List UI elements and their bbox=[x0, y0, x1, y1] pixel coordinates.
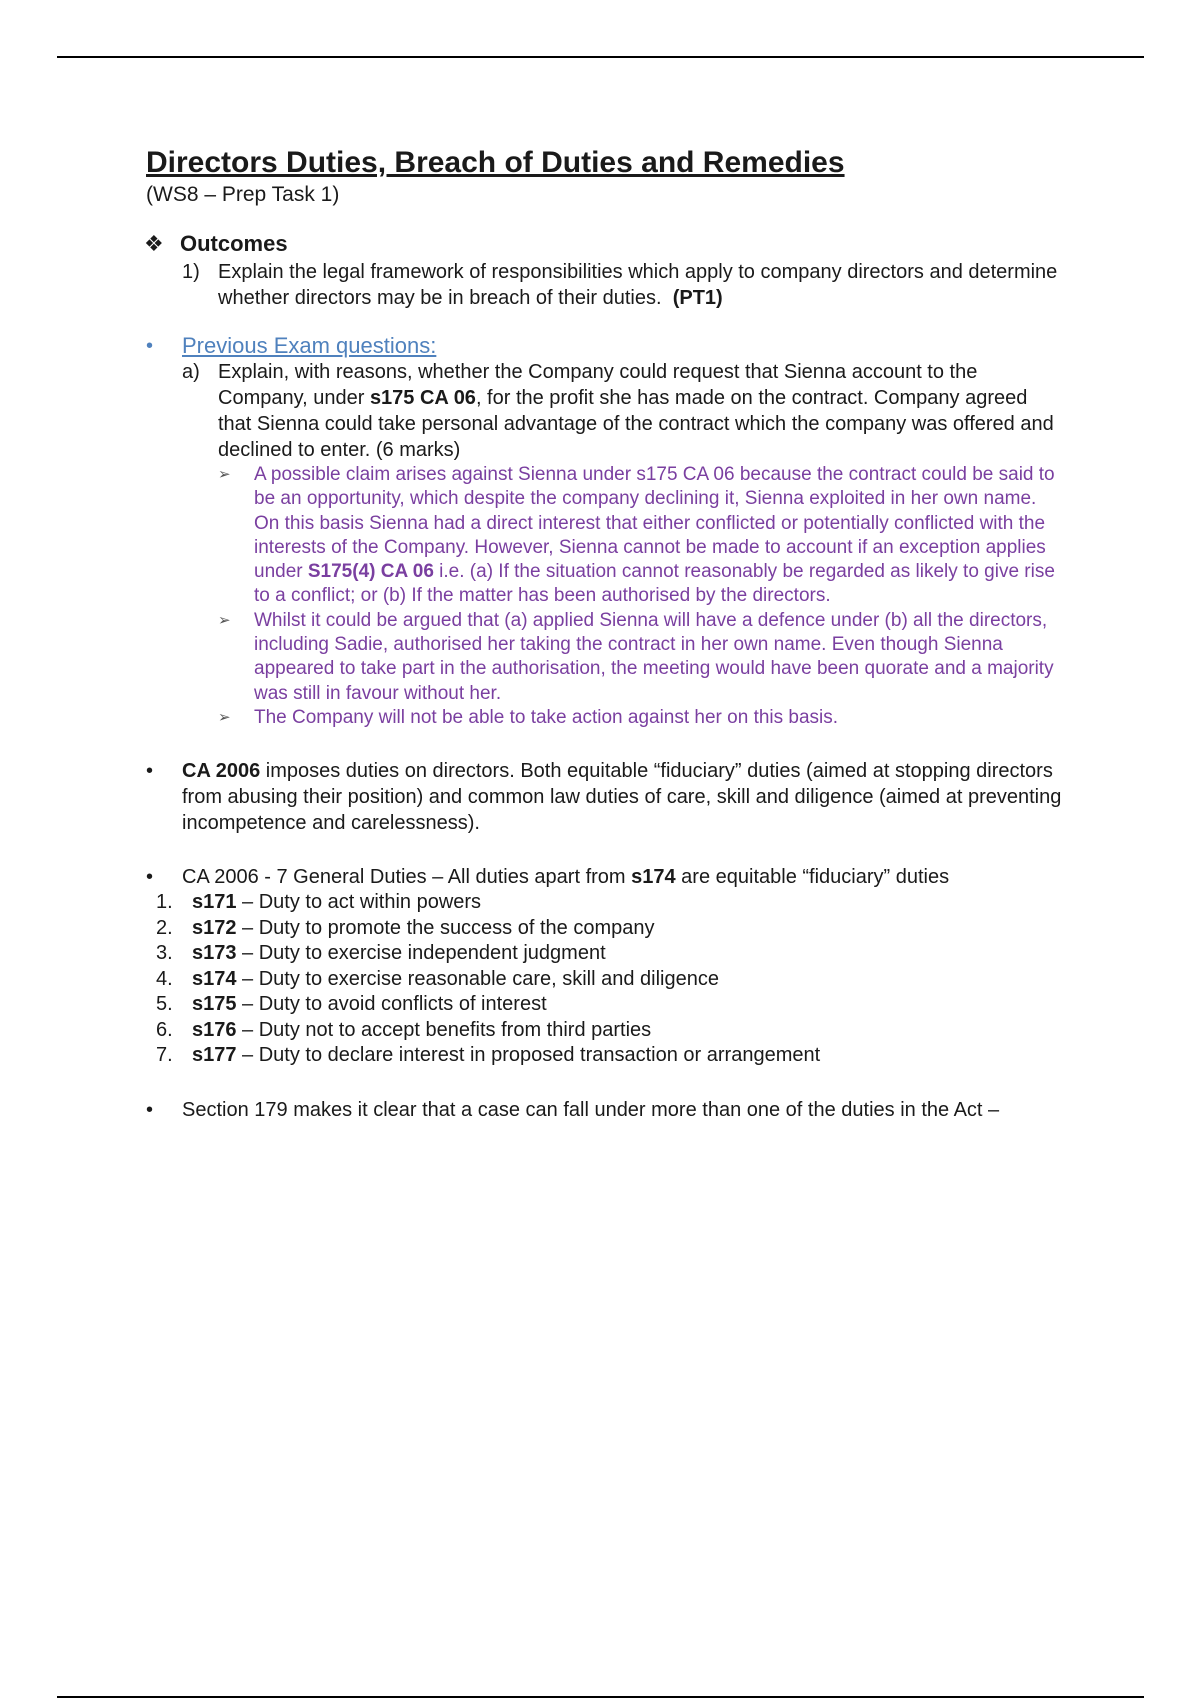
bullet-icon: • bbox=[146, 335, 154, 357]
arrow-bullet-icon: ➢ bbox=[218, 611, 231, 629]
outcomes-list bbox=[182, 259, 1066, 311]
duty-item: 1. s171 – Duty to act within powers bbox=[156, 891, 482, 914]
arrow-bullet-icon: ➢ bbox=[218, 466, 231, 483]
bullet-icon: • bbox=[146, 1098, 154, 1121]
outcome-item bbox=[182, 259, 1066, 311]
general-duties-intro bbox=[146, 864, 1066, 890]
answer-item bbox=[218, 463, 1066, 609]
duty-item: 4. s174 – Duty to exercise reasonable care, skill and diligence bbox=[156, 967, 719, 990]
bullet-icon: • bbox=[146, 866, 154, 889]
answer-text: A possible claim arises against Sienna under s175 CA 06 because the contract could be said to be an opportunity, which despite the company declining it, Sienna exploited in her own name. On this basis Sienna had a direct interest that either conflicted or potentially conflicted with the interests of the Company. However, Sienna cannot be made to account if an exception applies under S175(4) CA 06 i.e. (a) If the situation cannot reasonably be regarded as likely to give rise to a conflict; or (b) If the matter has been authorised by the directors. bbox=[254, 464, 1055, 607]
answer-list bbox=[218, 463, 1066, 730]
document-body bbox=[146, 146, 1066, 1123]
outcomes-heading-text: Outcomes bbox=[180, 231, 288, 256]
exam-question-list bbox=[182, 359, 1066, 730]
question-label: a) bbox=[182, 361, 200, 383]
page-title: Directors Duties, Breach of Duties and Remedies bbox=[146, 146, 845, 179]
ca2006-text: CA 2006 imposes duties on directors. Both equitable “fiduciary” duties (aimed at stopping directors from abusing their position) and common law duties of care, skill and diligence (aimed at preventing incompetence and carelessness). bbox=[182, 760, 1062, 835]
exam-question bbox=[182, 359, 1066, 463]
question-text: Explain, with reasons, whether the Company could request that Sienna account to the Company, under s175 CA 06, for the profit she has made on the contract. Company agreed that Sienna could take personal advantage of the contract which the company was offered and declined to enter. (6 marks) bbox=[218, 361, 1054, 461]
duties-list bbox=[156, 890, 1066, 1069]
outcome-text: Explain the legal framework of responsibilities which apply to company directors and determine whether directors may be in breach of their duties. (PT1) bbox=[218, 261, 1058, 309]
bottom-rule bbox=[57, 1696, 1144, 1698]
outcomes-heading bbox=[146, 231, 1066, 257]
outcome-number: 1) bbox=[182, 261, 200, 283]
general-duties-text: CA 2006 - 7 General Duties – All duties apart from s174 are equitable “fiduciary” duties bbox=[182, 866, 950, 889]
answer-item bbox=[218, 609, 1066, 706]
diamond-bullet-icon: ❖ bbox=[144, 231, 164, 256]
duty-item: 2. s172 – Duty to promote the success of the company bbox=[156, 916, 655, 939]
previous-exam-heading bbox=[146, 333, 1066, 359]
outcome-tag: (PT1) bbox=[672, 287, 723, 309]
section179-text: Section 179 makes it clear that a case can fall under more than one of the duties in the Act – bbox=[182, 1098, 1000, 1121]
top-rule bbox=[57, 56, 1144, 58]
duty-item: 7. s177 – Duty to declare interest in proposed transaction or arrangement bbox=[156, 1044, 821, 1067]
duty-item: 5. s175 – Duty to avoid conflicts of interest bbox=[156, 993, 547, 1016]
page-subtitle: (WS8 – Prep Task 1) bbox=[146, 183, 340, 206]
bullet-icon: • bbox=[146, 760, 154, 783]
duty-item: 6. s176 – Duty not to accept benefits from third parties bbox=[156, 1018, 652, 1041]
section179-point bbox=[146, 1097, 1066, 1123]
ca2006-point bbox=[146, 758, 1066, 836]
answer-item bbox=[218, 706, 1066, 730]
duty-item: 3. s173 – Duty to exercise independent judgment bbox=[156, 942, 606, 965]
previous-exam-link[interactable]: Previous Exam questions: bbox=[182, 333, 437, 358]
arrow-bullet-icon: ➢ bbox=[218, 708, 231, 726]
answer-text: The Company will not be able to take action against her on this basis. bbox=[254, 706, 839, 728]
answer-text: Whilst it could be argued that (a) applied Sienna will have a defence under (b) all the directors, including Sadie, authorised her taking the contract in her own name. Even though Sienna appeared to take part in the authorisation, the meeting would have been quorate and a majority was still in favour without her. bbox=[254, 609, 1054, 704]
